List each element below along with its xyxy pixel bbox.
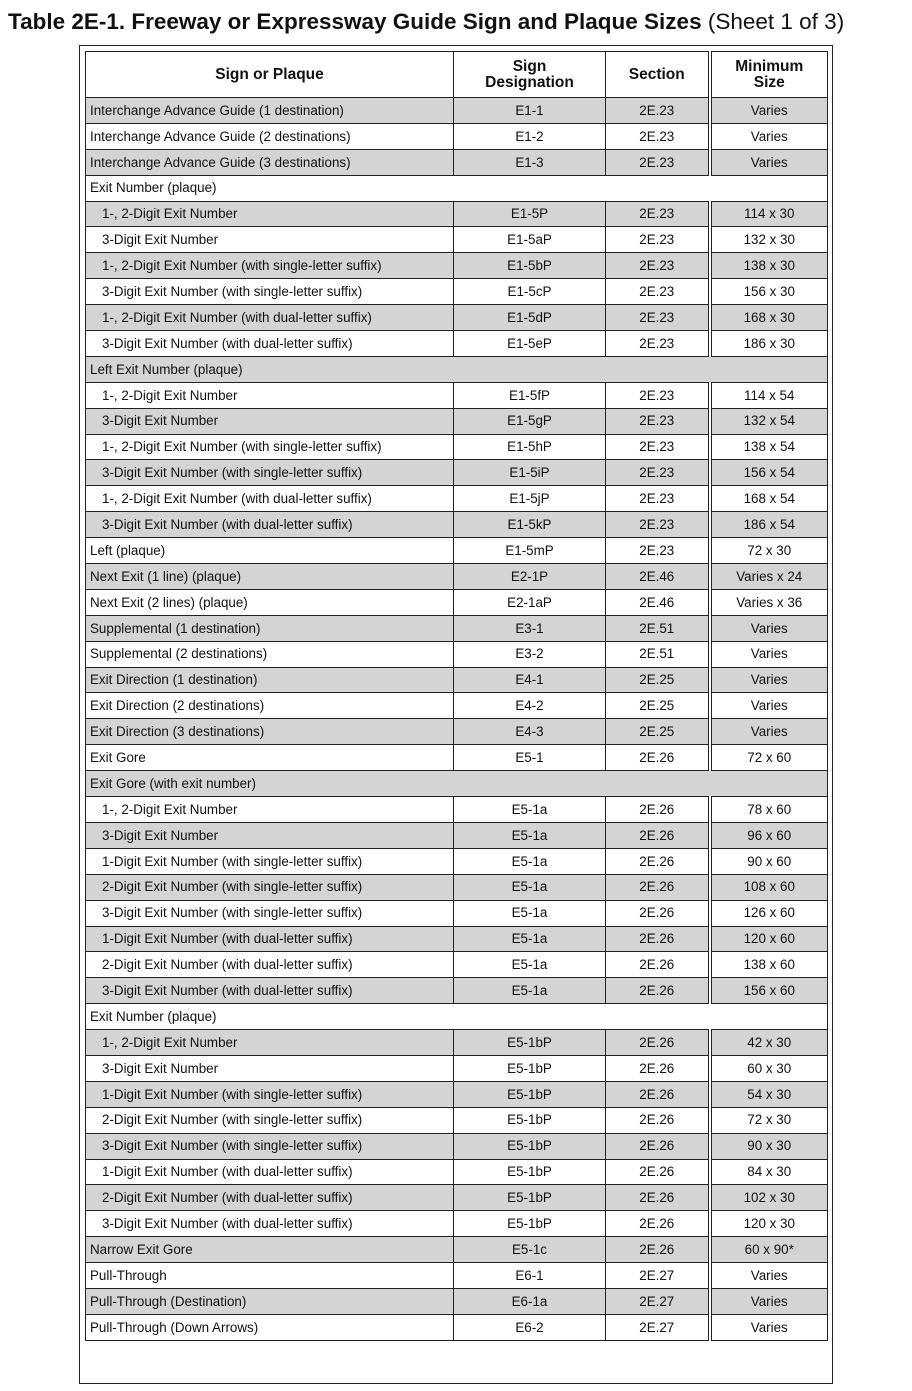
sign-name-cell: 2-Digit Exit Number (with dual-letter suffix) xyxy=(86,952,454,978)
section-cell: 2E.26 xyxy=(606,1107,710,1133)
section-cell: 2E.23 xyxy=(606,98,710,124)
table-row xyxy=(86,667,828,693)
designation-cell: E1-5kP xyxy=(454,512,606,538)
designation-cell: E5-1a xyxy=(454,900,606,926)
table-row xyxy=(86,952,828,978)
table-subheader-row xyxy=(86,175,828,201)
sign-name-cell: 3-Digit Exit Number xyxy=(86,408,454,434)
sign-name-cell: 3-Digit Exit Number (with single-letter suffix) xyxy=(86,460,454,486)
table-row xyxy=(86,408,828,434)
designation-cell: E5-1bP xyxy=(454,1055,606,1081)
sign-name-cell: 1-, 2-Digit Exit Number (with dual-letter suffix) xyxy=(86,305,454,331)
sign-name-cell: 3-Digit Exit Number (with dual-letter suffix) xyxy=(86,512,454,538)
sign-name-cell: 3-Digit Exit Number (with dual-letter suffix) xyxy=(86,978,454,1004)
designation-cell: E5-1bP xyxy=(454,1030,606,1056)
sign-name-cell: 3-Digit Exit Number (with dual-letter suffix) xyxy=(86,331,454,357)
designation-cell: E4-3 xyxy=(454,719,606,745)
table-row xyxy=(86,227,828,253)
sign-name-cell: 2-Digit Exit Number (with single-letter suffix) xyxy=(86,1107,454,1133)
designation-cell: E6-1a xyxy=(454,1288,606,1314)
section-cell: 2E.23 xyxy=(606,408,710,434)
table-title-sheet: (Sheet 1 of 3) xyxy=(707,9,845,34)
table-row xyxy=(86,874,828,900)
table-row xyxy=(86,978,828,1004)
sign-name-cell: 3-Digit Exit Number (with dual-letter suffix) xyxy=(86,1211,454,1237)
subheader-cell: Exit Gore (with exit number) xyxy=(86,771,828,797)
table-row xyxy=(86,305,828,331)
designation-cell: E5-1bP xyxy=(454,1081,606,1107)
section-cell: 2E.51 xyxy=(606,615,710,641)
subheader-cell: Left Exit Number (plaque) xyxy=(86,356,828,382)
subheader-cell: Exit Number (plaque) xyxy=(86,1004,828,1030)
designation-cell: E1-5dP xyxy=(454,305,606,331)
section-cell: 2E.46 xyxy=(606,564,710,590)
section-cell: 2E.23 xyxy=(606,460,710,486)
designation-cell: E1-5eP xyxy=(454,331,606,357)
table-row xyxy=(86,719,828,745)
size-cell: 90 x 60 xyxy=(710,848,828,874)
table-body xyxy=(86,98,828,1341)
size-cell: 132 x 54 xyxy=(710,408,828,434)
designation-cell: E5-1a xyxy=(454,978,606,1004)
size-cell: Varies x 36 xyxy=(710,589,828,615)
size-cell: Varies xyxy=(710,123,828,149)
section-cell: 2E.26 xyxy=(606,952,710,978)
designation-cell: E1-5fP xyxy=(454,382,606,408)
designation-cell: E5-1c xyxy=(454,1237,606,1263)
table-row xyxy=(86,693,828,719)
designation-cell: E5-1bP xyxy=(454,1211,606,1237)
designation-cell: E5-1a xyxy=(454,797,606,823)
sign-name-cell: Narrow Exit Gore xyxy=(86,1237,454,1263)
table-row xyxy=(86,1081,828,1107)
table-row xyxy=(86,1030,828,1056)
section-cell: 2E.51 xyxy=(606,641,710,667)
size-cell: Varies xyxy=(710,719,828,745)
designation-cell: E5-1bP xyxy=(454,1107,606,1133)
size-cell: 60 x 30 xyxy=(710,1055,828,1081)
section-cell: 2E.26 xyxy=(606,745,710,771)
sign-name-cell: 3-Digit Exit Number xyxy=(86,1055,454,1081)
size-cell: 120 x 60 xyxy=(710,926,828,952)
table-row xyxy=(86,460,828,486)
sign-name-cell: 1-Digit Exit Number (with dual-letter suffix) xyxy=(86,926,454,952)
designation-cell: E5-1a xyxy=(454,822,606,848)
size-cell: 102 x 30 xyxy=(710,1185,828,1211)
section-cell: 2E.23 xyxy=(606,253,710,279)
section-cell: 2E.26 xyxy=(606,1159,710,1185)
designation-cell: E5-1bP xyxy=(454,1185,606,1211)
designation-cell: E5-1bP xyxy=(454,1133,606,1159)
sign-name-cell: 3-Digit Exit Number (with single-letter suffix) xyxy=(86,900,454,926)
section-cell: 2E.26 xyxy=(606,1237,710,1263)
section-cell: 2E.27 xyxy=(606,1288,710,1314)
header-minimum-size-line2: Size xyxy=(753,73,785,91)
sign-name-cell: Interchange Advance Guide (3 destinations) xyxy=(86,149,454,175)
sign-name-cell: Pull-Through (Destination) xyxy=(86,1288,454,1314)
sign-name-cell: 1-Digit Exit Number (with dual-letter suffix) xyxy=(86,1159,454,1185)
header-minimum-size-line1: Minimum xyxy=(735,58,804,75)
table-row xyxy=(86,615,828,641)
sign-name-cell: Exit Direction (1 destination) xyxy=(86,667,454,693)
header-minimum-size xyxy=(710,52,828,98)
designation-cell: E1-1 xyxy=(454,98,606,124)
section-cell: 2E.23 xyxy=(606,331,710,357)
section-cell: 2E.23 xyxy=(606,201,710,227)
designation-cell: E1-5aP xyxy=(454,227,606,253)
sign-name-cell: Next Exit (1 line) (plaque) xyxy=(86,564,454,590)
designation-cell: E1-5mP xyxy=(454,538,606,564)
designation-cell: E5-1a xyxy=(454,926,606,952)
table-row xyxy=(86,589,828,615)
section-cell: 2E.26 xyxy=(606,797,710,823)
sign-name-cell: 3-Digit Exit Number xyxy=(86,822,454,848)
sign-name-cell: Interchange Advance Guide (2 destinations) xyxy=(86,123,454,149)
section-cell: 2E.23 xyxy=(606,305,710,331)
designation-cell: E3-2 xyxy=(454,641,606,667)
subheader-cell: Exit Number (plaque) xyxy=(86,175,828,201)
sign-name-cell: Supplemental (2 destinations) xyxy=(86,641,454,667)
size-cell: 120 x 30 xyxy=(710,1211,828,1237)
designation-cell: E1-5P xyxy=(454,201,606,227)
section-cell: 2E.26 xyxy=(606,1055,710,1081)
table-row xyxy=(86,1263,828,1289)
size-cell: 168 x 30 xyxy=(710,305,828,331)
size-cell: Varies x 24 xyxy=(710,564,828,590)
table-row xyxy=(86,822,828,848)
designation-cell: E5-1bP xyxy=(454,1159,606,1185)
size-cell: 156 x 54 xyxy=(710,460,828,486)
section-cell: 2E.26 xyxy=(606,822,710,848)
size-cell: 90 x 30 xyxy=(710,1133,828,1159)
size-cell: 126 x 60 xyxy=(710,900,828,926)
size-cell: Varies xyxy=(710,1288,828,1314)
size-cell: 78 x 60 xyxy=(710,797,828,823)
sign-name-cell: 1-, 2-Digit Exit Number (with single-letter suffix) xyxy=(86,434,454,460)
size-cell: 108 x 60 xyxy=(710,874,828,900)
size-cell: Varies xyxy=(710,1263,828,1289)
size-cell: 186 x 30 xyxy=(710,331,828,357)
table-row xyxy=(86,1133,828,1159)
size-cell: 72 x 30 xyxy=(710,538,828,564)
size-cell: 138 x 30 xyxy=(710,253,828,279)
size-cell: 156 x 60 xyxy=(710,978,828,1004)
section-cell: 2E.23 xyxy=(606,279,710,305)
table-row xyxy=(86,98,828,124)
section-cell: 2E.26 xyxy=(606,1211,710,1237)
size-cell: 168 x 54 xyxy=(710,486,828,512)
designation-cell: E1-5bP xyxy=(454,253,606,279)
size-cell: 84 x 30 xyxy=(710,1159,828,1185)
table-title-main: Table 2E-1. Freeway or Expressway Guide Sign and Plaque Sizes xyxy=(8,9,702,34)
table-row xyxy=(86,201,828,227)
size-cell: Varies xyxy=(710,693,828,719)
table-header-row xyxy=(86,52,828,98)
table-row xyxy=(86,486,828,512)
size-cell: 42 x 30 xyxy=(710,1030,828,1056)
table-row xyxy=(86,331,828,357)
sign-name-cell: Pull-Through xyxy=(86,1263,454,1289)
sign-name-cell: 2-Digit Exit Number (with single-letter suffix) xyxy=(86,874,454,900)
size-cell: 132 x 30 xyxy=(710,227,828,253)
table-row xyxy=(86,900,828,926)
size-cell: Varies xyxy=(710,98,828,124)
table-row xyxy=(86,279,828,305)
size-cell: Varies xyxy=(710,667,828,693)
section-cell: 2E.23 xyxy=(606,123,710,149)
table-row xyxy=(86,434,828,460)
section-cell: 2E.26 xyxy=(606,1081,710,1107)
section-cell: 2E.27 xyxy=(606,1314,710,1340)
header-sign-designation-line2: Designation xyxy=(485,73,574,91)
section-cell: 2E.26 xyxy=(606,1133,710,1159)
table-row xyxy=(86,1185,828,1211)
table-row xyxy=(86,564,828,590)
size-cell: Varies xyxy=(710,1314,828,1340)
header-sign-designation-line1: Sign xyxy=(512,58,547,75)
section-cell: 2E.26 xyxy=(606,900,710,926)
section-cell: 2E.27 xyxy=(606,1263,710,1289)
table-row xyxy=(86,1055,828,1081)
sign-name-cell: Supplemental (1 destination) xyxy=(86,615,454,641)
section-cell: 2E.25 xyxy=(606,667,710,693)
size-cell: 114 x 54 xyxy=(710,382,828,408)
designation-cell: E3-1 xyxy=(454,615,606,641)
sign-name-cell: 2-Digit Exit Number (with dual-letter suffix) xyxy=(86,1185,454,1211)
table-row xyxy=(86,512,828,538)
table-subheader-row xyxy=(86,356,828,382)
header-sign-designation xyxy=(454,52,606,98)
section-cell: 2E.23 xyxy=(606,149,710,175)
size-cell: 96 x 60 xyxy=(710,822,828,848)
designation-cell: E5-1a xyxy=(454,952,606,978)
sign-name-cell: Pull-Through (Down Arrows) xyxy=(86,1314,454,1340)
sign-name-cell: Exit Direction (3 destinations) xyxy=(86,719,454,745)
sign-name-cell: 1-, 2-Digit Exit Number xyxy=(86,382,454,408)
table-row xyxy=(86,1314,828,1340)
size-cell: 72 x 60 xyxy=(710,745,828,771)
section-cell: 2E.46 xyxy=(606,589,710,615)
sign-name-cell: 1-, 2-Digit Exit Number xyxy=(86,201,454,227)
size-cell: 138 x 60 xyxy=(710,952,828,978)
sign-name-cell: 1-, 2-Digit Exit Number (with single-letter suffix) xyxy=(86,253,454,279)
designation-cell: E1-5jP xyxy=(454,486,606,512)
designation-cell: E1-5cP xyxy=(454,279,606,305)
size-cell: 156 x 30 xyxy=(710,279,828,305)
table-row xyxy=(86,123,828,149)
section-cell: 2E.26 xyxy=(606,874,710,900)
size-cell: Varies xyxy=(710,641,828,667)
designation-cell: E2-1aP xyxy=(454,589,606,615)
table-row xyxy=(86,149,828,175)
designation-cell: E1-5hP xyxy=(454,434,606,460)
size-cell: Varies xyxy=(710,149,828,175)
designation-cell: E6-2 xyxy=(454,1314,606,1340)
sign-name-cell: 1-, 2-Digit Exit Number xyxy=(86,797,454,823)
table-row xyxy=(86,538,828,564)
sign-name-cell: 1-, 2-Digit Exit Number (with dual-letter suffix) xyxy=(86,486,454,512)
designation-cell: E2-1P xyxy=(454,564,606,590)
section-cell: 2E.23 xyxy=(606,538,710,564)
table-row xyxy=(86,253,828,279)
size-cell: 54 x 30 xyxy=(710,1081,828,1107)
sign-name-cell: 3-Digit Exit Number (with single-letter suffix) xyxy=(86,279,454,305)
sign-name-cell: Interchange Advance Guide (1 destination) xyxy=(86,98,454,124)
sign-name-cell: Exit Direction (2 destinations) xyxy=(86,693,454,719)
sign-name-cell: 1-Digit Exit Number (with single-letter suffix) xyxy=(86,1081,454,1107)
table-row xyxy=(86,797,828,823)
header-section: Section xyxy=(606,52,710,98)
size-cell: 138 x 54 xyxy=(710,434,828,460)
table-subheader-row xyxy=(86,771,828,797)
sign-name-cell: 1-, 2-Digit Exit Number xyxy=(86,1030,454,1056)
section-cell: 2E.25 xyxy=(606,693,710,719)
section-cell: 2E.26 xyxy=(606,848,710,874)
section-cell: 2E.26 xyxy=(606,1185,710,1211)
table-row xyxy=(86,1211,828,1237)
section-cell: 2E.23 xyxy=(606,434,710,460)
header-sign-or-plaque: Sign or Plaque xyxy=(86,52,454,98)
sign-size-table xyxy=(85,51,828,1341)
designation-cell: E6-1 xyxy=(454,1263,606,1289)
sign-name-cell: Exit Gore xyxy=(86,745,454,771)
table-row xyxy=(86,641,828,667)
section-cell: 2E.23 xyxy=(606,227,710,253)
designation-cell: E1-2 xyxy=(454,123,606,149)
sign-name-cell: 1-Digit Exit Number (with single-letter suffix) xyxy=(86,848,454,874)
designation-cell: E5-1a xyxy=(454,874,606,900)
sign-name-cell: 3-Digit Exit Number (with single-letter suffix) xyxy=(86,1133,454,1159)
table-row xyxy=(86,848,828,874)
table-row xyxy=(86,1237,828,1263)
table-row xyxy=(86,1159,828,1185)
table-row xyxy=(86,1288,828,1314)
designation-cell: E5-1 xyxy=(454,745,606,771)
table-subheader-row xyxy=(86,1004,828,1030)
size-cell: 60 x 90* xyxy=(710,1237,828,1263)
designation-cell: E1-5iP xyxy=(454,460,606,486)
section-cell: 2E.23 xyxy=(606,512,710,538)
size-cell: 186 x 54 xyxy=(710,512,828,538)
table-row xyxy=(86,1107,828,1133)
sign-name-cell: Left (plaque) xyxy=(86,538,454,564)
table-row xyxy=(86,382,828,408)
designation-cell: E1-3 xyxy=(454,149,606,175)
designation-cell: E5-1a xyxy=(454,848,606,874)
designation-cell: E4-2 xyxy=(454,693,606,719)
size-cell: Varies xyxy=(710,615,828,641)
size-cell: 114 x 30 xyxy=(710,201,828,227)
table-row xyxy=(86,926,828,952)
size-cell: 72 x 30 xyxy=(710,1107,828,1133)
table-row xyxy=(86,745,828,771)
section-cell: 2E.23 xyxy=(606,486,710,512)
section-cell: 2E.23 xyxy=(606,382,710,408)
sign-name-cell: Next Exit (2 lines) (plaque) xyxy=(86,589,454,615)
section-cell: 2E.26 xyxy=(606,978,710,1004)
section-cell: 2E.26 xyxy=(606,1030,710,1056)
designation-cell: E1-5gP xyxy=(454,408,606,434)
sign-name-cell: 3-Digit Exit Number xyxy=(86,227,454,253)
table-title xyxy=(8,4,908,40)
designation-cell: E4-1 xyxy=(454,667,606,693)
section-cell: 2E.25 xyxy=(606,719,710,745)
section-cell: 2E.26 xyxy=(606,926,710,952)
